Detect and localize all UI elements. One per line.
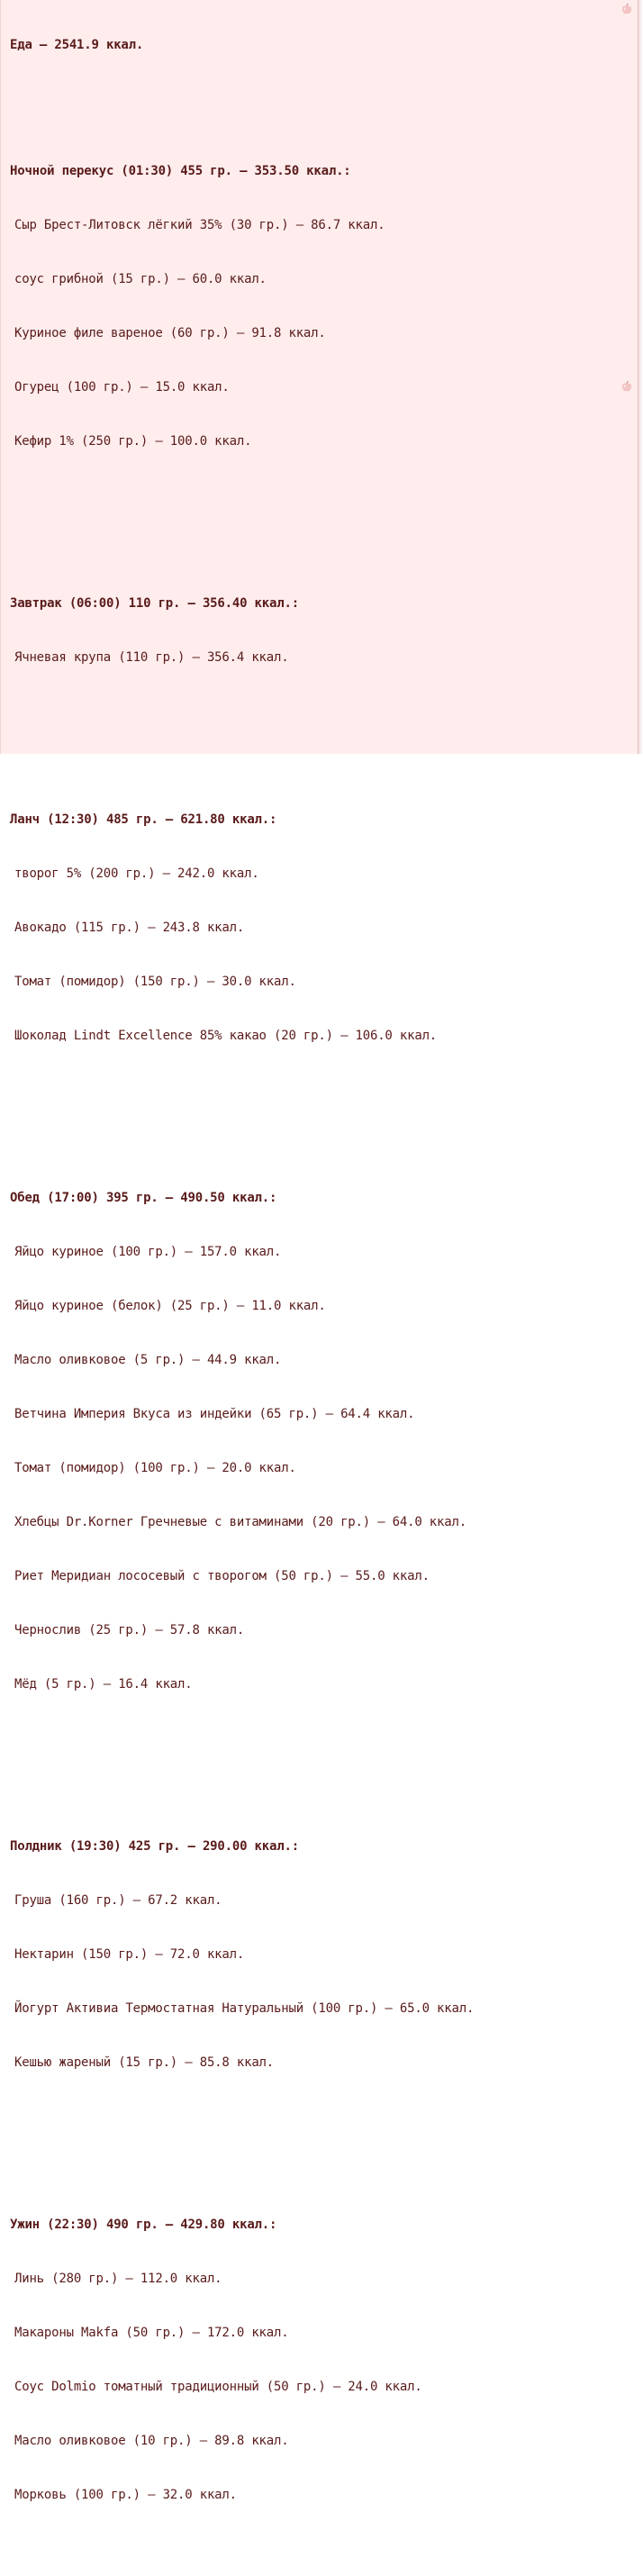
food-item: Яйцо куриное (100 гр.) — 157.0 ккал. — [14, 1245, 282, 1259]
food-diary-content — [10, 0, 622, 2576]
food-item: Кефир 1% (250 гр.) — 100.0 ккал. — [14, 434, 252, 449]
food-item: Ячневая крупа (110 гр.) — 356.4 ккал. — [14, 650, 289, 665]
meal-lunch-snack — [10, 775, 622, 1081]
meal-afternoon-snack — [10, 1801, 622, 2108]
food-item: Макароны Makfa (50 гр.) — 172.0 ккал. — [14, 2326, 289, 2340]
apple-icon — [620, 380, 633, 393]
food-item: Ветчина Империя Вкуса из индейки (65 гр.) — 64.4 ккал. — [14, 1407, 415, 1421]
meal-title: Завтрак (06:00) 110 гр. — 356.40 ккал.: — [10, 596, 299, 611]
food-item: Масло оливковое (5 гр.) — 44.9 ккал. — [14, 1353, 282, 1367]
food-item: Линь (280 гр.) — 112.0 ккал. — [14, 2272, 222, 2286]
food-item: Огурец (100 гр.) — 15.0 ккал. — [14, 380, 230, 395]
food-item: Мёд (5 гр.) — 16.4 ккал. — [14, 1677, 193, 1692]
food-item: Масло оливковое (10 гр.) — 89.8 ккал. — [14, 2434, 289, 2448]
meal-breakfast — [10, 558, 622, 703]
meal-title: Ланч (12:30) 485 гр. — 621.80 ккал.: — [10, 812, 277, 827]
food-item: Томат (помидор) (100 гр.) — 20.0 ккал. — [14, 1461, 296, 1475]
food-item: Яйцо куриное (белок) (25 гр.) — 11.0 ккал. — [14, 1299, 326, 1313]
food-item: Соус Dolmio томатный традиционный (50 гр.) — 24.0 ккал. — [14, 2380, 422, 2394]
daily-total: Еда — 2541.9 ккал. — [10, 38, 144, 52]
meal-title: Обед (17:00) 395 гр. — 490.50 ккал.: — [10, 1191, 277, 1205]
food-item: соус грибной (15 гр.) — 60.0 ккал. — [14, 272, 267, 286]
meal-title: Ночной перекус (01:30) 455 гр. — 353.50 ккал.: — [10, 164, 351, 178]
meal-supper — [10, 2180, 622, 2540]
meal-title: Полдник (19:30) 425 гр. — 290.00 ккал.: — [10, 1839, 299, 1854]
food-item: Авокадо (115 гр.) — 243.8 ккал. — [14, 921, 245, 935]
food-item: Сыр Брест-Литовск лёгкий 35% (30 гр.) — 86.7 ккал. — [14, 218, 385, 232]
apple-icon — [620, 3, 633, 15]
food-item: Йогурт Активиа Термостатная Натуральный (100 гр.) — 65.0 ккал. — [14, 2001, 475, 2016]
meal-night-snack — [10, 126, 622, 486]
food-item: Шоколад Lindt Excellence 85% какао (20 гр.) — 106.0 ккал. — [14, 1029, 438, 1043]
food-item: Риет Меридиан лососевый с творогом (50 гр.) — 55.0 ккал. — [14, 1569, 430, 1583]
page-edge — [638, 0, 643, 754]
meal-dinner-midday — [10, 1153, 622, 1729]
food-item: Томат (помидор) (150 гр.) — 30.0 ккал. — [14, 975, 296, 989]
meal-title: Ужин (22:30) 490 гр. — 429.80 ккал.: — [10, 2218, 277, 2232]
food-item: Чернослив (25 гр.) — 57.8 ккал. — [14, 1623, 245, 1637]
food-item: Куриное филе вареное (60 гр.) — 91.8 ккал. — [14, 326, 326, 340]
food-item: Кешью жареный (15 гр.) — 85.8 ккал. — [14, 2055, 275, 2070]
food-item: Груша (160 гр.) — 67.2 ккал. — [14, 1893, 222, 1908]
food-item: творог 5% (200 гр.) — 242.0 ккал. — [14, 866, 259, 881]
food-item: Морковь (100 гр.) — 32.0 ккал. — [14, 2488, 237, 2502]
food-item: Хлебцы Dr.Korner Гречневые с витаминами (20 гр.) — 64.0 ккал. — [14, 1515, 466, 1529]
food-item: Нектарин (150 гр.) — 72.0 ккал. — [14, 1947, 245, 1962]
